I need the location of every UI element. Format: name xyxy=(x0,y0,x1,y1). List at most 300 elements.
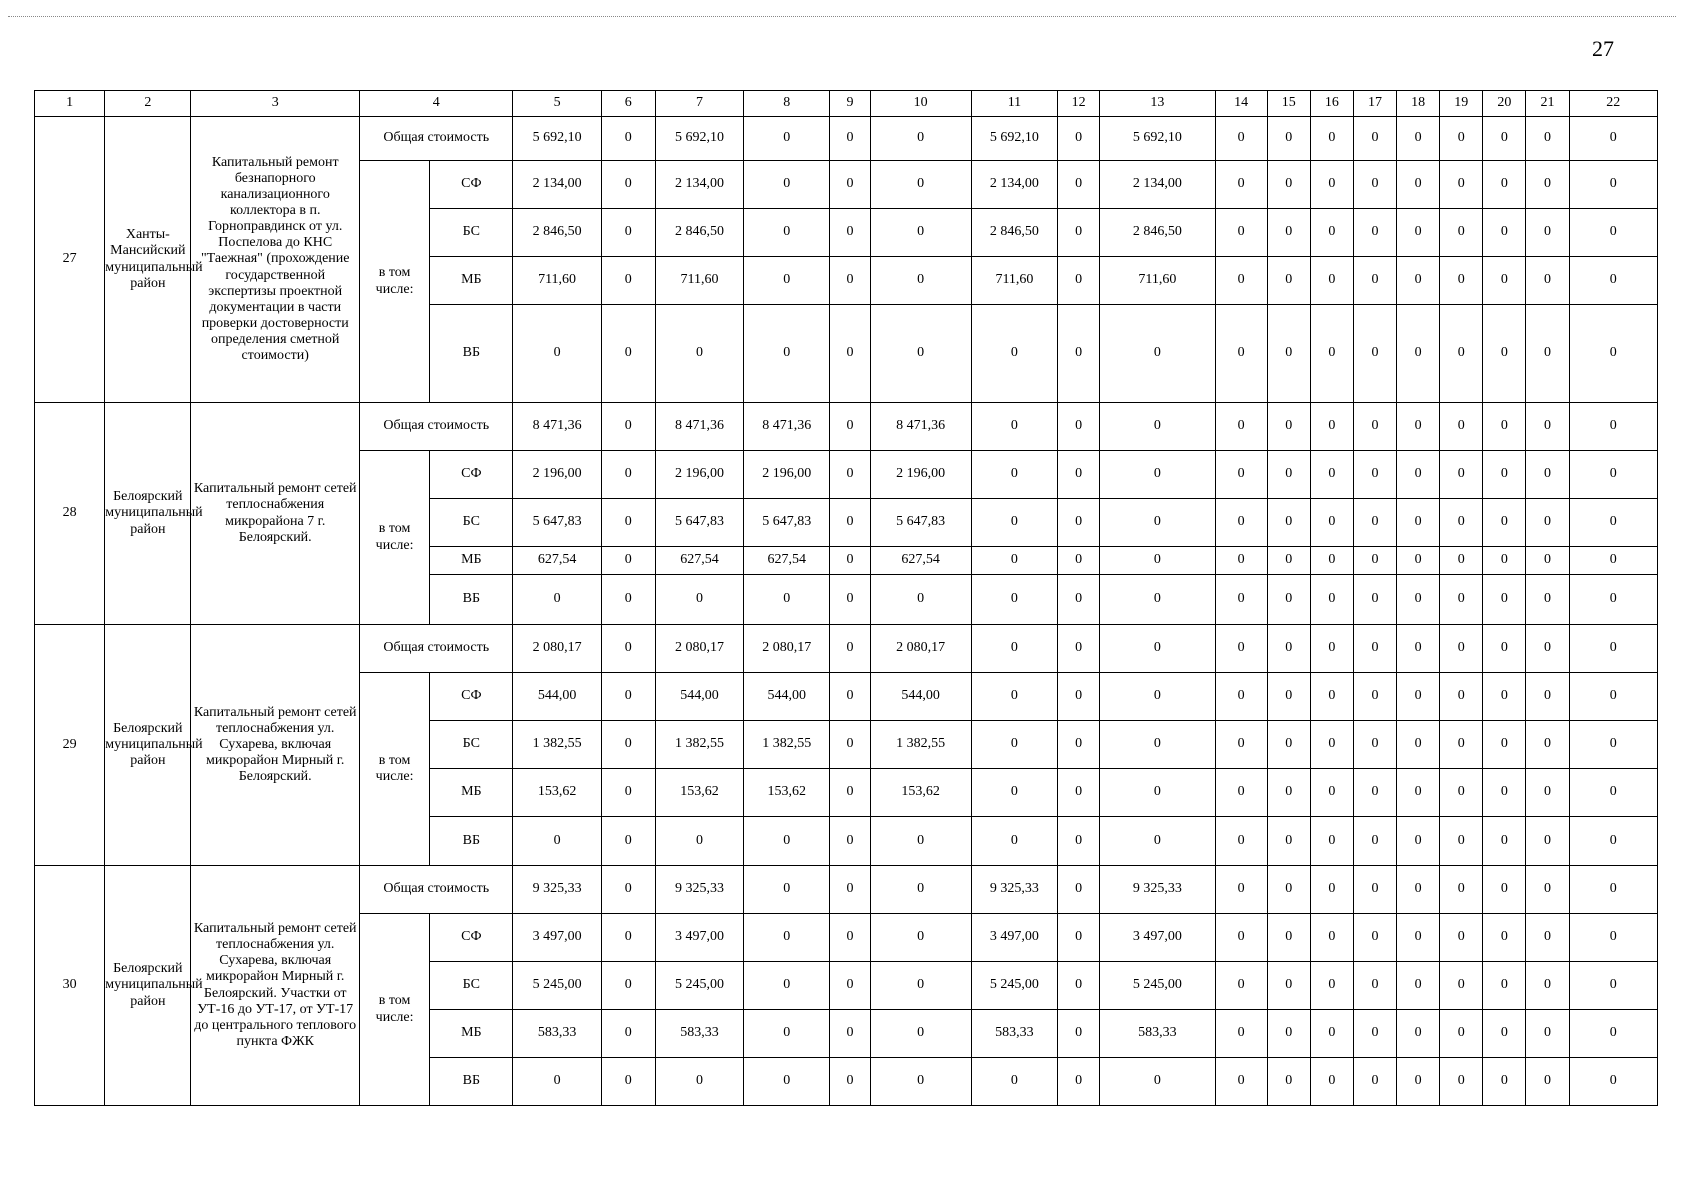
value-cell: 5 245,00 xyxy=(513,962,601,1010)
page-number: 27 xyxy=(1592,36,1614,61)
value-cell: 0 xyxy=(1526,451,1569,499)
value-cell: 0 xyxy=(513,575,601,625)
value-cell: 0 xyxy=(513,1058,601,1106)
value-cell: 0 xyxy=(1215,1058,1267,1106)
value-cell: 0 xyxy=(1215,962,1267,1010)
value-cell: 0 xyxy=(1397,161,1440,209)
value-cell: 0 xyxy=(870,962,971,1010)
value-cell: 0 xyxy=(601,1010,655,1058)
value-cell: 0 xyxy=(1353,914,1396,962)
value-cell: 0 xyxy=(1267,817,1310,866)
value-cell: 5 692,10 xyxy=(971,117,1057,161)
value-cell: 0 xyxy=(744,209,830,257)
value-cell: 0 xyxy=(1397,117,1440,161)
value-cell: 0 xyxy=(1353,721,1396,769)
value-cell: 0 xyxy=(601,673,655,721)
value-cell: 0 xyxy=(1526,161,1569,209)
project-description-cell: Капитальный ремонт сетей теплоснабжения ул. Сухарева, включая микрорайон Мирный г. Белоярский. Участки от УТ-16 до УТ-17, от УТ-17 до центрального теплового пункта ФЖК xyxy=(191,866,360,1106)
value-cell: 0 xyxy=(1440,914,1483,962)
value-cell: 627,54 xyxy=(744,547,830,575)
value-cell: 0 xyxy=(1058,1058,1100,1106)
value-cell: 8 471,36 xyxy=(655,403,743,451)
value-cell: 5 692,10 xyxy=(655,117,743,161)
value-cell: 0 xyxy=(830,257,870,305)
value-cell: 0 xyxy=(870,209,971,257)
value-cell: 5 647,83 xyxy=(513,499,601,547)
value-cell: 583,33 xyxy=(513,1010,601,1058)
value-cell: 0 xyxy=(1058,499,1100,547)
value-cell: 0 xyxy=(655,1058,743,1106)
total-cost-label: Общая стоимость xyxy=(359,866,512,914)
value-cell: 0 xyxy=(1058,625,1100,673)
value-cell: 0 xyxy=(1483,817,1526,866)
value-cell: 9 325,33 xyxy=(655,866,743,914)
value-cell: 0 xyxy=(601,161,655,209)
value-cell: 0 xyxy=(1526,866,1569,914)
value-cell: 627,54 xyxy=(655,547,743,575)
value-cell: 0 xyxy=(1397,575,1440,625)
col-header: 20 xyxy=(1483,91,1526,117)
col-header: 16 xyxy=(1310,91,1353,117)
value-cell: 0 xyxy=(830,161,870,209)
table-row xyxy=(35,625,1658,673)
value-cell: 2 846,50 xyxy=(971,209,1057,257)
value-cell: 0 xyxy=(1483,625,1526,673)
value-cell: 2 196,00 xyxy=(870,451,971,499)
value-cell: 0 xyxy=(1440,866,1483,914)
table-row xyxy=(35,866,1658,914)
col-header: 18 xyxy=(1397,91,1440,117)
value-cell: 0 xyxy=(830,914,870,962)
value-cell: 0 xyxy=(1310,962,1353,1010)
value-cell: 0 xyxy=(1267,721,1310,769)
value-cell: 0 xyxy=(1353,1010,1396,1058)
value-cell: 0 xyxy=(1397,403,1440,451)
value-cell: 153,62 xyxy=(655,769,743,817)
table-row xyxy=(35,117,1658,161)
value-cell: 0 xyxy=(1058,866,1100,914)
value-cell: 0 xyxy=(1310,547,1353,575)
value-cell: 0 xyxy=(1483,117,1526,161)
value-cell: 0 xyxy=(870,117,971,161)
value-cell: 0 xyxy=(1310,817,1353,866)
value-cell: 0 xyxy=(1058,914,1100,962)
value-cell: 0 xyxy=(601,625,655,673)
value-cell: 0 xyxy=(1100,305,1215,403)
value-cell: 0 xyxy=(1397,451,1440,499)
value-cell: 0 xyxy=(601,499,655,547)
value-cell: 0 xyxy=(1483,769,1526,817)
value-cell: 5 647,83 xyxy=(744,499,830,547)
value-cell: 0 xyxy=(1397,625,1440,673)
project-description-cell: Капитальный ремонт безнапорного канализационного коллектора в п. Горноправдинск от ул. Поспелова до КНС "Таежная" (прохождение государственной экспертизы проектной документации в части проверки достоверности определения сметной стоимости) xyxy=(191,117,360,403)
value-cell: 0 xyxy=(1440,305,1483,403)
value-cell: 0 xyxy=(870,817,971,866)
value-cell: 0 xyxy=(830,721,870,769)
value-cell: 0 xyxy=(1526,625,1569,673)
value-cell: 0 xyxy=(513,817,601,866)
col-header: 6 xyxy=(601,91,655,117)
value-cell: 153,62 xyxy=(870,769,971,817)
value-cell: 0 xyxy=(1353,403,1396,451)
value-cell: 0 xyxy=(1569,161,1657,209)
col-header: 11 xyxy=(971,91,1057,117)
value-cell: 0 xyxy=(830,673,870,721)
value-cell: 0 xyxy=(1397,1058,1440,1106)
value-cell: 0 xyxy=(1267,914,1310,962)
value-cell: 0 xyxy=(1483,209,1526,257)
value-cell: 0 xyxy=(1267,1010,1310,1058)
value-cell: 0 xyxy=(1215,625,1267,673)
value-cell: 0 xyxy=(1483,547,1526,575)
value-cell: 0 xyxy=(1353,1058,1396,1106)
funding-source-label: ВБ xyxy=(430,1058,513,1106)
value-cell: 0 xyxy=(971,499,1057,547)
funding-source-label: МБ xyxy=(430,547,513,575)
value-cell: 0 xyxy=(971,625,1057,673)
value-cell: 544,00 xyxy=(655,673,743,721)
value-cell: 0 xyxy=(1353,575,1396,625)
value-cell: 2 134,00 xyxy=(513,161,601,209)
table-body xyxy=(35,117,1658,1106)
value-cell: 2 080,17 xyxy=(513,625,601,673)
value-cell: 0 xyxy=(1569,721,1657,769)
value-cell: 0 xyxy=(971,403,1057,451)
value-cell: 0 xyxy=(1058,547,1100,575)
value-cell: 5 245,00 xyxy=(655,962,743,1010)
value-cell: 0 xyxy=(601,257,655,305)
value-cell: 0 xyxy=(1483,161,1526,209)
value-cell: 0 xyxy=(601,547,655,575)
col-header: 21 xyxy=(1526,91,1569,117)
value-cell: 0 xyxy=(830,547,870,575)
value-cell: 0 xyxy=(830,403,870,451)
value-cell: 0 xyxy=(1526,817,1569,866)
value-cell: 0 xyxy=(601,451,655,499)
value-cell: 0 xyxy=(1310,499,1353,547)
value-cell: 0 xyxy=(971,817,1057,866)
value-cell: 0 xyxy=(1397,721,1440,769)
value-cell: 0 xyxy=(1058,769,1100,817)
value-cell: 0 xyxy=(1440,547,1483,575)
value-cell: 627,54 xyxy=(870,547,971,575)
value-cell: 5 245,00 xyxy=(1100,962,1215,1010)
value-cell: 0 xyxy=(1353,962,1396,1010)
value-cell: 0 xyxy=(1397,817,1440,866)
value-cell: 2 846,50 xyxy=(655,209,743,257)
col-header: 7 xyxy=(655,91,743,117)
value-cell: 0 xyxy=(744,575,830,625)
value-cell: 0 xyxy=(830,575,870,625)
value-cell: 544,00 xyxy=(744,673,830,721)
value-cell: 0 xyxy=(1569,257,1657,305)
project-description-cell: Капитальный ремонт сетей теплоснабжения микрорайона 7 г. Белоярский. xyxy=(191,403,360,625)
value-cell: 711,60 xyxy=(1100,257,1215,305)
including-label: в том числе: xyxy=(359,673,429,866)
value-cell: 0 xyxy=(1058,403,1100,451)
value-cell: 153,62 xyxy=(513,769,601,817)
value-cell: 0 xyxy=(601,769,655,817)
funding-source-label: МБ xyxy=(430,257,513,305)
value-cell: 0 xyxy=(1058,1010,1100,1058)
value-cell: 0 xyxy=(1526,673,1569,721)
value-cell: 583,33 xyxy=(655,1010,743,1058)
value-cell: 0 xyxy=(830,866,870,914)
value-cell: 627,54 xyxy=(513,547,601,575)
value-cell: 711,60 xyxy=(513,257,601,305)
value-cell: 0 xyxy=(1100,625,1215,673)
value-cell: 2 134,00 xyxy=(655,161,743,209)
col-header: 19 xyxy=(1440,91,1483,117)
value-cell: 0 xyxy=(1397,962,1440,1010)
value-cell: 0 xyxy=(1058,305,1100,403)
value-cell: 0 xyxy=(1440,769,1483,817)
value-cell: 711,60 xyxy=(655,257,743,305)
funding-source-label: ВБ xyxy=(430,575,513,625)
value-cell: 0 xyxy=(1310,625,1353,673)
value-cell: 2 134,00 xyxy=(971,161,1057,209)
value-cell: 0 xyxy=(830,451,870,499)
value-cell: 0 xyxy=(971,721,1057,769)
value-cell: 2 080,17 xyxy=(744,625,830,673)
value-cell: 0 xyxy=(1058,673,1100,721)
value-cell: 0 xyxy=(1215,209,1267,257)
value-cell: 0 xyxy=(1569,866,1657,914)
value-cell: 0 xyxy=(601,962,655,1010)
total-cost-label: Общая стоимость xyxy=(359,625,512,673)
including-label: в том числе: xyxy=(359,161,429,403)
value-cell: 0 xyxy=(1058,451,1100,499)
value-cell: 2 846,50 xyxy=(513,209,601,257)
value-cell: 0 xyxy=(830,625,870,673)
value-cell: 0 xyxy=(1353,305,1396,403)
value-cell: 0 xyxy=(601,721,655,769)
col-header: 9 xyxy=(830,91,870,117)
value-cell: 0 xyxy=(1526,209,1569,257)
value-cell: 711,60 xyxy=(971,257,1057,305)
value-cell: 2 196,00 xyxy=(513,451,601,499)
funding-source-label: ВБ xyxy=(430,817,513,866)
project-description-cell: Капитальный ремонт сетей теплоснабжения ул. Сухарева, включая микрорайон Мирный г. Белоярский. xyxy=(191,625,360,866)
value-cell: 0 xyxy=(1526,547,1569,575)
col-header: 8 xyxy=(744,91,830,117)
col-header: 15 xyxy=(1267,91,1310,117)
value-cell: 0 xyxy=(1215,673,1267,721)
value-cell: 0 xyxy=(1526,1010,1569,1058)
value-cell: 0 xyxy=(1440,499,1483,547)
value-cell: 0 xyxy=(1267,962,1310,1010)
value-cell: 0 xyxy=(1397,1010,1440,1058)
municipality-cell: Белоярский муниципальный район xyxy=(105,403,191,625)
including-label: в том числе: xyxy=(359,914,429,1106)
value-cell: 0 xyxy=(1569,914,1657,962)
value-cell: 0 xyxy=(1397,914,1440,962)
value-cell: 0 xyxy=(1100,817,1215,866)
value-cell: 0 xyxy=(1058,117,1100,161)
value-cell: 8 471,36 xyxy=(744,403,830,451)
value-cell: 0 xyxy=(1267,625,1310,673)
value-cell: 0 xyxy=(1215,721,1267,769)
col-header: 13 xyxy=(1100,91,1215,117)
value-cell: 2 134,00 xyxy=(1100,161,1215,209)
value-cell: 0 xyxy=(870,1058,971,1106)
value-cell: 0 xyxy=(1100,451,1215,499)
value-cell: 0 xyxy=(1483,451,1526,499)
value-cell: 0 xyxy=(1267,1058,1310,1106)
value-cell: 0 xyxy=(1100,769,1215,817)
value-cell: 544,00 xyxy=(870,673,971,721)
value-cell: 0 xyxy=(601,575,655,625)
value-cell: 0 xyxy=(513,305,601,403)
value-cell: 153,62 xyxy=(744,769,830,817)
value-cell: 0 xyxy=(1397,257,1440,305)
value-cell: 0 xyxy=(1353,625,1396,673)
table-header xyxy=(35,91,1658,117)
col-header: 10 xyxy=(870,91,971,117)
row-number: 29 xyxy=(35,625,105,866)
value-cell: 5 692,10 xyxy=(1100,117,1215,161)
total-cost-label: Общая стоимость xyxy=(359,403,512,451)
value-cell: 0 xyxy=(830,305,870,403)
value-cell: 3 497,00 xyxy=(971,914,1057,962)
value-cell: 0 xyxy=(1310,209,1353,257)
row-number: 30 xyxy=(35,866,105,1106)
value-cell: 0 xyxy=(1526,499,1569,547)
value-cell: 8 471,36 xyxy=(870,403,971,451)
value-cell: 544,00 xyxy=(513,673,601,721)
value-cell: 0 xyxy=(1353,817,1396,866)
value-cell: 0 xyxy=(1483,257,1526,305)
value-cell: 0 xyxy=(1397,499,1440,547)
value-cell: 0 xyxy=(601,403,655,451)
value-cell: 0 xyxy=(1267,117,1310,161)
funding-source-label: СФ xyxy=(430,451,513,499)
value-cell: 0 xyxy=(1353,866,1396,914)
value-cell: 0 xyxy=(1397,305,1440,403)
value-cell: 0 xyxy=(601,209,655,257)
value-cell: 0 xyxy=(1310,403,1353,451)
column-number-row xyxy=(35,91,1658,117)
value-cell: 0 xyxy=(1569,209,1657,257)
col-header: 4 xyxy=(359,91,512,117)
value-cell: 0 xyxy=(601,817,655,866)
value-cell: 0 xyxy=(1397,547,1440,575)
value-cell: 0 xyxy=(744,1058,830,1106)
value-cell: 0 xyxy=(1397,866,1440,914)
value-cell: 0 xyxy=(971,769,1057,817)
value-cell: 0 xyxy=(1058,817,1100,866)
funding-source-label: СФ xyxy=(430,673,513,721)
value-cell: 0 xyxy=(1310,257,1353,305)
value-cell: 3 497,00 xyxy=(655,914,743,962)
value-cell: 0 xyxy=(1100,403,1215,451)
value-cell: 0 xyxy=(1569,1058,1657,1106)
value-cell: 583,33 xyxy=(1100,1010,1215,1058)
value-cell: 0 xyxy=(655,305,743,403)
value-cell: 0 xyxy=(1215,1010,1267,1058)
value-cell: 0 xyxy=(1440,209,1483,257)
value-cell: 0 xyxy=(1215,914,1267,962)
value-cell: 0 xyxy=(1310,1058,1353,1106)
value-cell: 0 xyxy=(830,1010,870,1058)
value-cell: 0 xyxy=(1310,161,1353,209)
value-cell: 0 xyxy=(1483,305,1526,403)
value-cell: 0 xyxy=(1267,499,1310,547)
value-cell: 0 xyxy=(1440,575,1483,625)
value-cell: 0 xyxy=(1353,547,1396,575)
value-cell: 0 xyxy=(1569,769,1657,817)
value-cell: 0 xyxy=(1483,403,1526,451)
value-cell: 0 xyxy=(1310,575,1353,625)
value-cell: 0 xyxy=(1483,962,1526,1010)
value-cell: 0 xyxy=(1100,1058,1215,1106)
funding-source-label: ВБ xyxy=(430,305,513,403)
col-header: 22 xyxy=(1569,91,1657,117)
value-cell: 0 xyxy=(1267,403,1310,451)
funding-source-label: БС xyxy=(430,209,513,257)
value-cell: 0 xyxy=(1526,769,1569,817)
value-cell: 0 xyxy=(1310,305,1353,403)
scan-noise-line xyxy=(8,16,1676,17)
value-cell: 0 xyxy=(1440,817,1483,866)
row-number: 28 xyxy=(35,403,105,625)
value-cell: 0 xyxy=(1353,451,1396,499)
funding-source-label: МБ xyxy=(430,769,513,817)
value-cell: 0 xyxy=(655,817,743,866)
value-cell: 0 xyxy=(601,914,655,962)
value-cell: 0 xyxy=(1310,451,1353,499)
value-cell: 2 080,17 xyxy=(655,625,743,673)
value-cell: 0 xyxy=(1569,451,1657,499)
value-cell: 0 xyxy=(1397,673,1440,721)
value-cell: 0 xyxy=(655,575,743,625)
value-cell: 0 xyxy=(1267,575,1310,625)
value-cell: 0 xyxy=(744,866,830,914)
value-cell: 0 xyxy=(1215,817,1267,866)
value-cell: 0 xyxy=(1215,257,1267,305)
value-cell: 0 xyxy=(1440,721,1483,769)
value-cell: 0 xyxy=(830,499,870,547)
value-cell: 0 xyxy=(1215,769,1267,817)
value-cell: 0 xyxy=(744,117,830,161)
value-cell: 0 xyxy=(601,305,655,403)
municipality-cell: Белоярский муниципальный район xyxy=(105,625,191,866)
value-cell: 0 xyxy=(870,866,971,914)
col-header: 5 xyxy=(513,91,601,117)
value-cell: 5 692,10 xyxy=(513,117,601,161)
value-cell: 0 xyxy=(1440,257,1483,305)
value-cell: 0 xyxy=(1569,962,1657,1010)
col-header: 1 xyxy=(35,91,105,117)
value-cell: 0 xyxy=(1100,721,1215,769)
value-cell: 0 xyxy=(1267,161,1310,209)
value-cell: 0 xyxy=(1058,721,1100,769)
value-cell: 0 xyxy=(1440,625,1483,673)
value-cell: 0 xyxy=(1267,866,1310,914)
value-cell: 0 xyxy=(1526,914,1569,962)
total-cost-label: Общая стоимость xyxy=(359,117,512,161)
value-cell: 0 xyxy=(830,962,870,1010)
value-cell: 0 xyxy=(601,866,655,914)
value-cell: 0 xyxy=(1483,1058,1526,1106)
value-cell: 0 xyxy=(1100,575,1215,625)
value-cell: 0 xyxy=(830,117,870,161)
value-cell: 1 382,55 xyxy=(655,721,743,769)
value-cell: 0 xyxy=(1569,547,1657,575)
value-cell: 0 xyxy=(1397,209,1440,257)
value-cell: 0 xyxy=(601,117,655,161)
funding-source-label: БС xyxy=(430,962,513,1010)
